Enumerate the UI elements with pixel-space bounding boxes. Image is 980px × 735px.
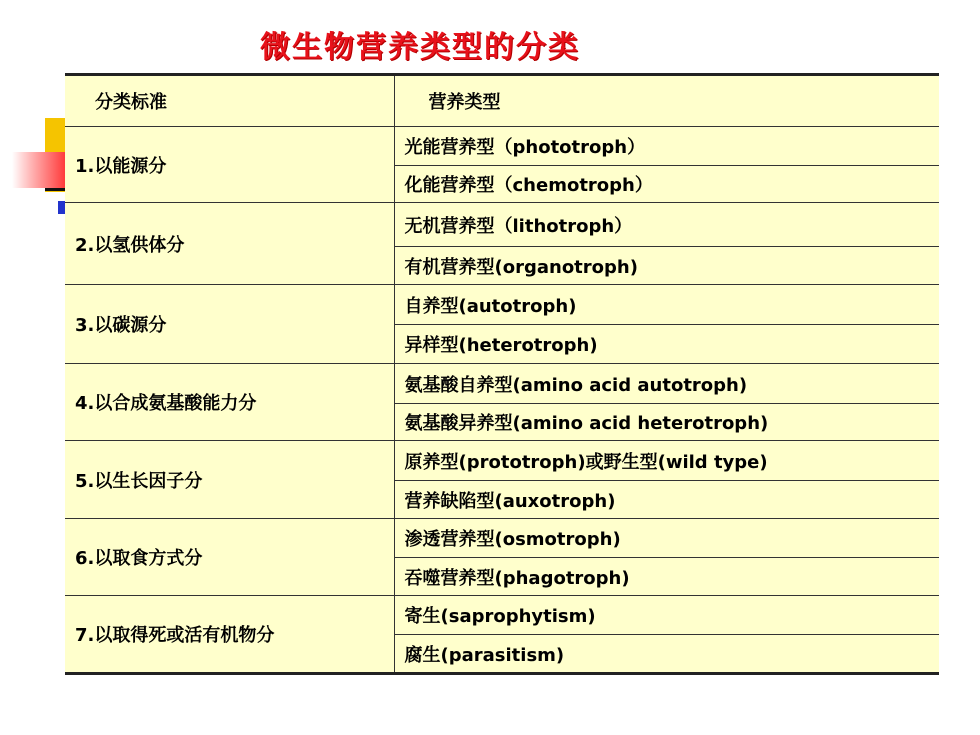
type-cell: 渗透营养型(osmotroph) bbox=[394, 519, 939, 558]
type-cell: 化能营养型（chemotroph） bbox=[394, 166, 939, 203]
type-cell: 自养型(autotroph) bbox=[394, 285, 939, 325]
type-cell: 无机营养型（lithotroph） bbox=[394, 203, 939, 247]
type-cell: 吞噬营养型(phagotroph) bbox=[394, 558, 939, 596]
table-row bbox=[65, 519, 939, 558]
header-type: 营养类型 bbox=[394, 75, 939, 127]
type-cell: 氨基酸异养型(amino acid heterotroph) bbox=[394, 404, 939, 441]
table-row bbox=[65, 364, 939, 404]
type-cell: 光能营养型（phototroph） bbox=[394, 127, 939, 166]
type-cell: 营养缺陷型(auxotroph) bbox=[394, 481, 939, 519]
table-row bbox=[65, 203, 939, 247]
criterion-cell: 3.以碳源分 bbox=[65, 285, 394, 364]
slide-title: 微生物营养类型的分类 bbox=[260, 30, 580, 65]
table-row bbox=[65, 596, 939, 635]
table-row bbox=[65, 441, 939, 481]
type-cell: 氨基酸自养型(amino acid autotroph) bbox=[394, 364, 939, 404]
type-cell: 有机营养型(organotroph) bbox=[394, 247, 939, 285]
header-criterion: 分类标准 bbox=[65, 75, 394, 127]
criterion-cell: 1.以能源分 bbox=[65, 127, 394, 203]
decorative-red-gradient-bar bbox=[12, 152, 68, 188]
type-cell: 异样型(heterotroph) bbox=[394, 325, 939, 364]
type-cell: 原养型(prototroph)或野生型(wild type) bbox=[394, 441, 939, 481]
type-cell: 腐生(parasitism) bbox=[394, 635, 939, 674]
classification-table bbox=[65, 73, 939, 675]
criterion-cell: 5.以生长因子分 bbox=[65, 441, 394, 519]
table-row bbox=[65, 285, 939, 325]
type-cell: 寄生(saprophytism) bbox=[394, 596, 939, 635]
criterion-cell: 4.以合成氨基酸能力分 bbox=[65, 364, 394, 441]
table-row bbox=[65, 127, 939, 166]
criterion-cell: 7.以取得死或活有机物分 bbox=[65, 596, 394, 674]
criterion-cell: 6.以取食方式分 bbox=[65, 519, 394, 596]
table-header-row bbox=[65, 75, 939, 127]
criterion-cell: 2.以氢供体分 bbox=[65, 203, 394, 285]
